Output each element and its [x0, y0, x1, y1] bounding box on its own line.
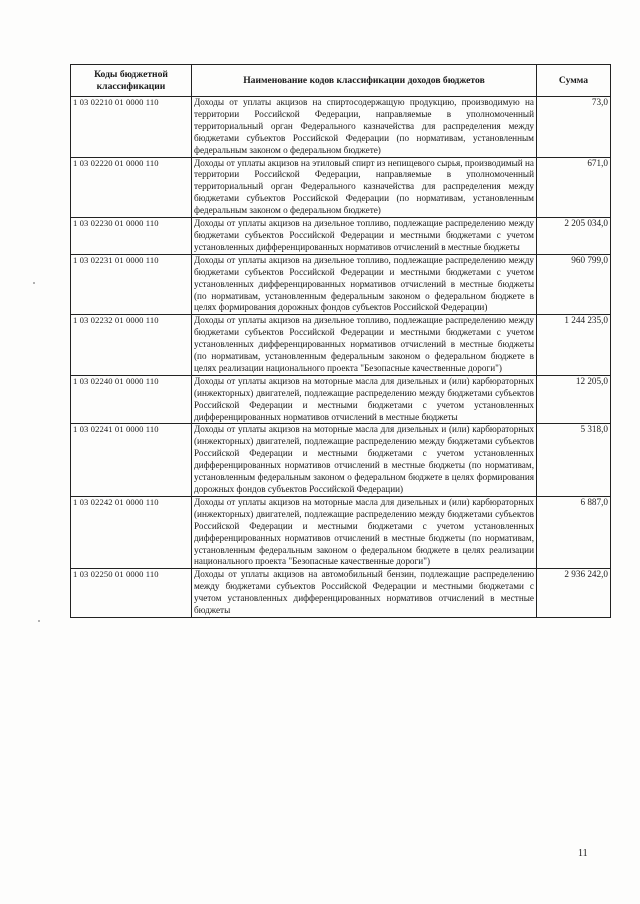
row-name: Доходы от уплаты акцизов на этиловый спирт из непищевого сырья, производимый на территории Российской Федерации, направляемые в уполномоченный территориальный орган Федерального казначейства для распределения между бюджетами субъектов Российской Федерации (по нормативам, установленным федеральным законом о федеральном бюджете): [192, 157, 537, 218]
row-code: 1 03 02210 01 0000 110: [71, 97, 192, 158]
row-name: Доходы от уплаты акцизов на дизельное топливо, подлежащие распределению между бюджетами субъектов Российской Федерации и местными бюджетами с учетом установленных дифференцированных нормативов отчислений в местные бюджеты (по нормативам, установленным федеральным законом о федеральном бюджете в целях формирования дорожных фондов субъектов Российской Федерации): [192, 254, 537, 315]
row-sum: 2 205 034,0: [537, 218, 611, 255]
table-row: [71, 157, 611, 218]
row-name: Доходы от уплаты акцизов на дизельное топливо, подлежащие распределению между бюджетами субъектов Российской Федерации и местными бюджетами с учетом установленных дифференцированных нормативов отчислений в местные бюджеты (по нормативам, установленным федеральным законом о федеральном бюджете в целях реализации национального проекта "Безопасные качественные дороги"): [192, 315, 537, 376]
row-sum: 6 887,0: [537, 496, 611, 568]
row-name: Доходы от уплаты акцизов на спиртосодержащую продукцию, производимую на территории Российской Федерации, направляемые в уполномоченный территориальный орган Федерального казначейства для распределения между бюджетами субъектов Российской Федерации (по нормативам, установленным федеральным законом о федеральном бюджете): [192, 97, 537, 158]
table-row: [71, 424, 611, 496]
row-code: 1 03 02231 01 0000 110: [71, 254, 192, 315]
row-code: 1 03 02240 01 0000 110: [71, 375, 192, 424]
table-row: [71, 97, 611, 158]
row-name: Доходы от уплаты акцизов на моторные масла для дизельных и (или) карбюраторных (инжекторных) двигателей, подлежащие распределению между бюджетами субъектов Российской Федерации и местными бюджетами с учетом установленных дифференцированных нормативов отчислений в местные бюджеты: [192, 375, 537, 424]
table-row: [71, 315, 611, 376]
row-sum: 12 205,0: [537, 375, 611, 424]
scan-speck: [38, 620, 40, 622]
row-name: Доходы от уплаты акцизов на моторные масла для дизельных и (или) карбюраторных (инжекторных) двигателей, подлежащие распределению между бюджетами субъектов Российской Федерации и местными бюджетами с учетом установленных дифференцированных нормативов отчислений в местные бюджеты (по нормативам, установленным федеральным законом о федеральном бюджете в целях реализации национального проекта "Безопасные качественные дороги"): [192, 496, 537, 568]
row-code: 1 03 02241 01 0000 110: [71, 424, 192, 496]
table-row: [71, 218, 611, 255]
page-number: 11: [578, 848, 588, 859]
row-code: 1 03 02230 01 0000 110: [71, 218, 192, 255]
table-row: [71, 569, 611, 618]
row-sum: 2 936 242,0: [537, 569, 611, 618]
header-codes: Коды бюджетной классификации: [71, 65, 192, 97]
row-sum: 73,0: [537, 97, 611, 158]
row-code: 1 03 02250 01 0000 110: [71, 569, 192, 618]
row-name: Доходы от уплаты акцизов на моторные масла для дизельных и (или) карбюраторных (инжекторных) двигателей, подлежащие распределению между бюджетами субъектов Российской Федерации и местными бюджетами с учетом установленных дифференцированных нормативов отчислений в местные бюджеты (по нормативам, установленным федеральным законом о федеральном бюджете в целях формирования дорожных фондов субъектов Российской Федерации): [192, 424, 537, 496]
header-sum: Сумма: [537, 65, 611, 97]
row-sum: 960 799,0: [537, 254, 611, 315]
budget-revenue-table: [70, 64, 611, 618]
row-name: Доходы от уплаты акцизов на автомобильный бензин, подлежащие распределению между бюджетами субъектов Российской Федерации и местными бюджетами с учетом установленных дифференцированных нормативов отчислений в местные бюджеты: [192, 569, 537, 618]
row-sum: 5 318,0: [537, 424, 611, 496]
table-header-row: [71, 65, 611, 97]
row-code: 1 03 02242 01 0000 110: [71, 496, 192, 568]
table-row: [71, 375, 611, 424]
header-name: Наименование кодов классификации доходов бюджетов: [192, 65, 537, 97]
row-sum: 1 244 235,0: [537, 315, 611, 376]
row-name: Доходы от уплаты акцизов на дизельное топливо, подлежащие распределению между бюджетами субъектов Российской Федерации и местными бюджетами с учетом установленных дифференцированных нормативов отчислений в местные бюджеты: [192, 218, 537, 255]
scan-speck: [33, 282, 35, 284]
row-sum: 671,0: [537, 157, 611, 218]
row-code: 1 03 02232 01 0000 110: [71, 315, 192, 376]
table-row: [71, 254, 611, 315]
table-row: [71, 496, 611, 568]
row-code: 1 03 02220 01 0000 110: [71, 157, 192, 218]
